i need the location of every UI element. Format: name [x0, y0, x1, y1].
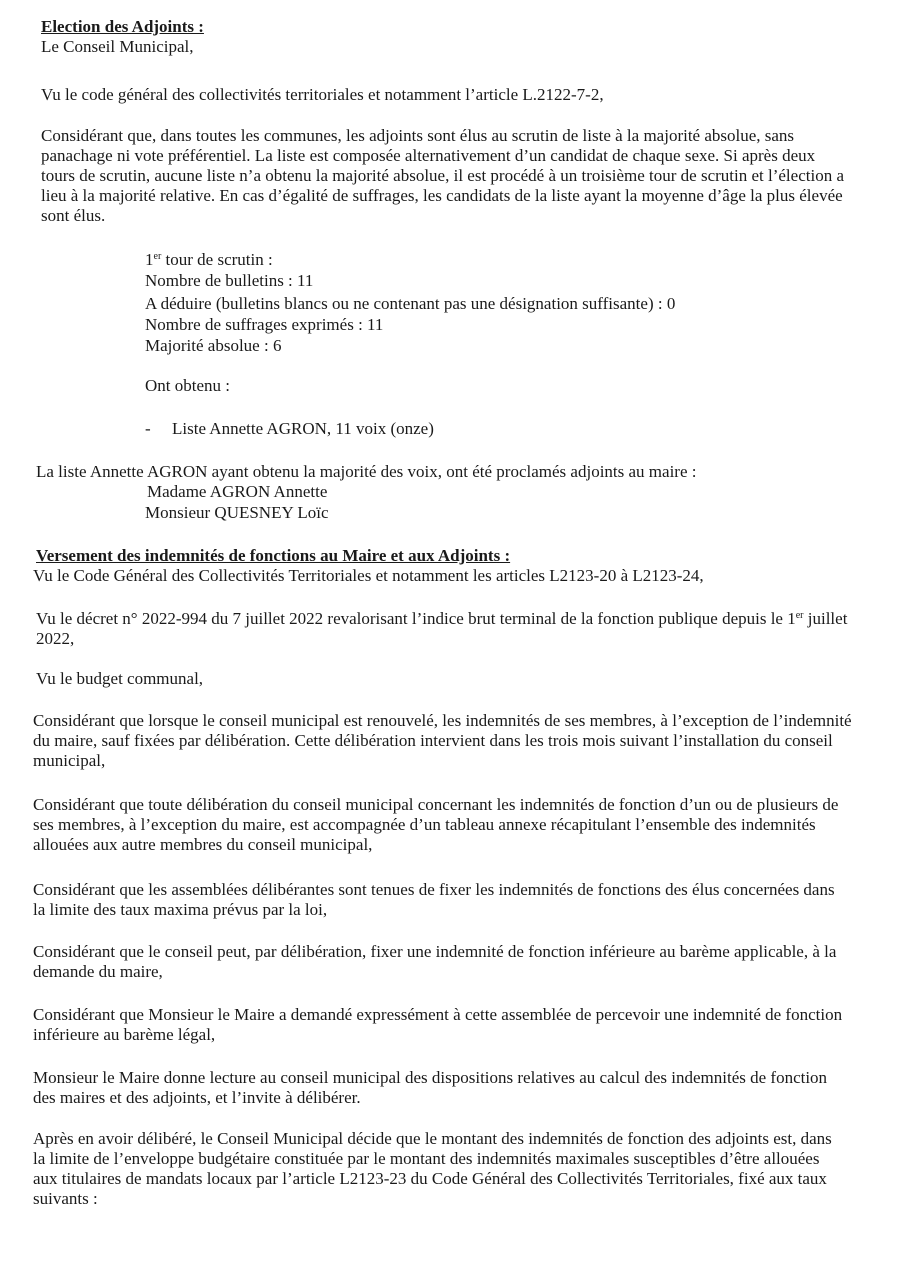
paragraph-line: panachage ni vote préférentiel. La liste est composée alternativement d’un candidat de chaque sexe. Si après deux [41, 146, 816, 165]
majorite-absolue: Majorité absolue : 6 [145, 336, 282, 355]
paragraph-line: la limite de l’enveloppe budgétaire constituée par le montant des indemnités maximales susceptibles d’être allouées [33, 1149, 820, 1168]
paragraph-line: Monsieur le Maire donne lecture au conseil municipal des dispositions relatives au calcul des indemnités de fonction [33, 1068, 828, 1087]
paragraph-line: municipal, [33, 751, 106, 770]
proclamation: La liste Annette AGRON ayant obtenu la majorité des voix, ont été proclamés adjoints au maire : [36, 462, 697, 481]
paragraph-line: ses membres, à l’exception du maire, est accompagnée d’un tableau annexe récapitulant l’ensemble des indemnités [33, 815, 816, 834]
paragraph-line: lieu à la majorité relative. En cas d’égalité de suffrages, les candidats de la liste ayant la moyenne d’âge la plus élevée [41, 186, 843, 205]
vu-decret [36, 609, 847, 629]
paragraph-line: Considérant que Monsieur le Maire a demandé expressément à cette assemblée de percevoir une indemnité de fonction [33, 1005, 843, 1024]
vu-budget: Vu le budget communal, [36, 669, 204, 688]
paragraph-line: Considérant que le conseil peut, par délibération, fixer une indemnité de fonction inférieure au barème applicable, à la [33, 942, 837, 961]
intro-conseil: Le Conseil Municipal, [41, 37, 194, 56]
vu-code-article: Vu le code général des collectivités territoriales et notamment l’article L.2122-7-2, [41, 85, 604, 104]
paragraph-line: Considérant que les assemblées délibérantes sont tenues de fixer les indemnités de fonctions des élus concernées dans [33, 880, 835, 899]
tour-superscript: er [153, 251, 162, 262]
considerant-maire [33, 1005, 842, 1045]
considerant-bareme [33, 942, 836, 982]
considerant-renouvellement [33, 711, 852, 771]
decret-text: Vu le décret n° 2022-994 du 7 juillet 2022 revalorisant l’indice brut terminal de la fonction publique depuis le 1 [36, 609, 796, 628]
adjoint-1: Madame AGRON Annette [147, 482, 328, 501]
paragraph-line: du maire, sauf fixées par délibération. Cette délibération intervient dans les trois mois suivant l’installation du conseil [33, 731, 833, 750]
section-heading-election: Election des Adjoints : [41, 17, 204, 36]
suffrages-exprimes: Nombre de suffrages exprimés : 11 [145, 315, 384, 334]
paragraph-line: des maires et des adjoints, et l’invite à délibérer. [33, 1088, 361, 1107]
considerant-taux [33, 880, 835, 920]
liste-result: Liste Annette AGRON, 11 voix (onze) [172, 419, 434, 438]
paragraph-line: allouées aux autre membres du conseil municipal, [33, 835, 373, 854]
decret-year: 2022, [36, 629, 75, 648]
a-deduire: A déduire (bulletins blancs ou ne contenant pas une désignation suffisante) : 0 [145, 294, 676, 313]
paragraph-line: Considérant que lorsque le conseil municipal est renouvelé, les indemnités de ses membres, à l’exception de l’indemnité [33, 711, 852, 730]
decision-paragraph [33, 1129, 832, 1209]
paragraph-line: Considérant que toute délibération du conseil municipal concernant les indemnités de fonction d’un ou de plusieurs de [33, 795, 839, 814]
tour-number: 1 [145, 250, 154, 269]
decret-superscript: er [795, 610, 804, 621]
paragraph-line: tours de scrutin, aucune liste n’a obtenu la majorité absolue, il est procédé à un troisième tour de scrutin et l’élection a [41, 166, 844, 185]
decret-text-end: juillet [803, 609, 848, 628]
vu-code-articles: Vu le Code Général des Collectivités Territoriales et notamment les articles L2123-20 à L2123-24, [33, 566, 704, 585]
tour-de-scrutin [145, 250, 273, 270]
lecture-maire [33, 1068, 827, 1108]
considerant-tableau [33, 795, 838, 855]
list-dash: - [145, 419, 151, 438]
section-heading-indemnites: Versement des indemnités de fonctions au Maire et aux Adjoints : [36, 546, 511, 565]
adjoint-2: Monsieur QUESNEY Loïc [145, 503, 329, 522]
paragraph-line: demande du maire, [33, 962, 163, 981]
paragraph-line: Considérant que, dans toutes les communes, les adjoints sont élus au scrutin de liste à la majorité absolue, sans [41, 126, 795, 145]
paragraph-line: aux titulaires de mandats locaux par l’article L2123-23 du Code Général des Collectivités Territoriales, fixé aux taux [33, 1169, 827, 1188]
ont-obtenu: Ont obtenu : [145, 376, 230, 395]
paragraph-line: sont élus. [41, 206, 106, 225]
paragraph-line: inférieure au barème légal, [33, 1025, 216, 1044]
paragraph-line: la limite des taux maxima prévus par la loi, [33, 900, 328, 919]
considerant-paragraph [41, 126, 844, 226]
paragraph-line: suivants : [33, 1189, 98, 1208]
tour-label: tour de scrutin : [161, 250, 273, 269]
paragraph-line: Après en avoir délibéré, le Conseil Municipal décide que le montant des indemnités de fonction des adjoints est, dans [33, 1129, 832, 1148]
nombre-bulletins: Nombre de bulletins : 11 [145, 271, 314, 290]
